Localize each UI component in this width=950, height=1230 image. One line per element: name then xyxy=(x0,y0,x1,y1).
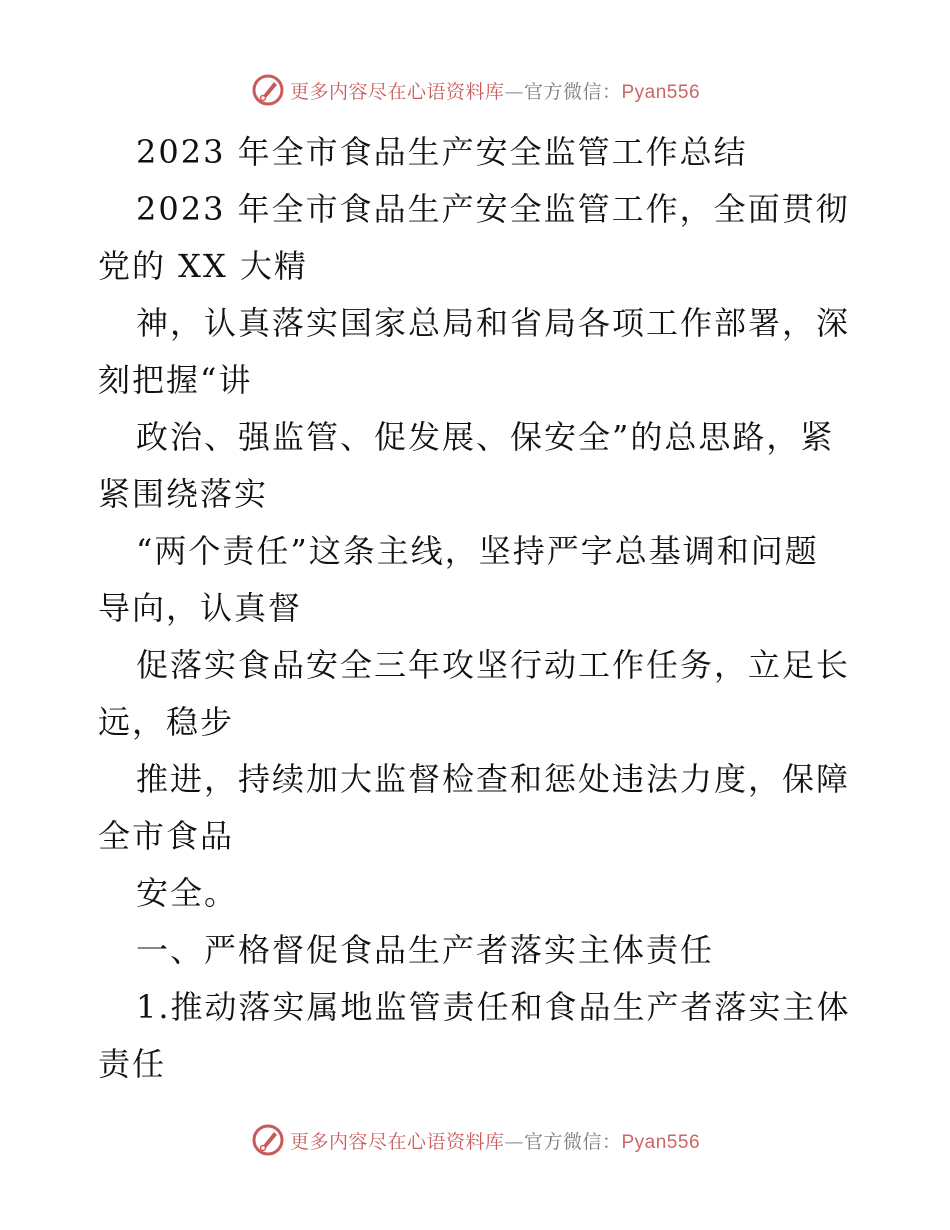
text-line: 紧围绕落实 xyxy=(98,475,269,513)
text-line: 远，稳步 xyxy=(98,703,235,741)
watermark-main: 更多内容尽在心语资料库 xyxy=(289,1130,505,1153)
watermark-banner-bottom xyxy=(0,1120,950,1160)
watermark-wechat-id: Pyan556 xyxy=(621,1131,701,1153)
document-title: 2023 年全市食品生产安全监管工作总结 xyxy=(136,133,748,171)
text-line: “两个责任”这条主线，坚持严字总基调和问题 xyxy=(136,532,819,570)
document-body xyxy=(98,124,858,1093)
section-heading: 一、严格督促食品生产者落实主体责任 xyxy=(136,931,715,969)
watermark-main: 更多内容尽在心语资料库 xyxy=(289,80,505,103)
subsection-heading: 1.推动落实属地监管责任和食品生产者落实主体 xyxy=(136,988,851,1026)
text-line: 促落实食品安全三年攻坚行动工作任务，立足长 xyxy=(136,646,851,684)
pen-circle-logo-icon xyxy=(250,1122,286,1158)
text-line: 刻把握“讲 xyxy=(98,361,253,399)
text-line: 神，认真落实国家总局和省局各项工作部署，深 xyxy=(136,304,851,342)
text-line: 党的 XX 大精 xyxy=(98,247,308,285)
watermark-separator: — xyxy=(504,1130,524,1153)
text-line: 导向，认真督 xyxy=(98,589,303,627)
watermark-wechat-label: 官方微信： xyxy=(523,80,622,103)
watermark-wechat-label: 官方微信： xyxy=(523,1130,622,1153)
text-line: 政治、强监管、促发展、保安全”的总思路，紧 xyxy=(136,418,835,456)
text-line: 全市食品 xyxy=(98,817,235,855)
pen-circle-logo-icon xyxy=(250,72,286,108)
text-line: 2023 年全市食品生产安全监管工作，全面贯彻 xyxy=(136,190,850,228)
text-line: 推进，持续加大监督检查和惩处违法力度，保障 xyxy=(136,760,851,798)
watermark-text xyxy=(290,1127,700,1154)
watermark-banner-top xyxy=(0,70,950,110)
text-line: 安全。 xyxy=(136,874,239,912)
watermark-text xyxy=(290,77,700,104)
watermark-separator: — xyxy=(504,80,524,103)
watermark-wechat-id: Pyan556 xyxy=(621,81,701,103)
text-line: 责任 xyxy=(98,1045,167,1083)
